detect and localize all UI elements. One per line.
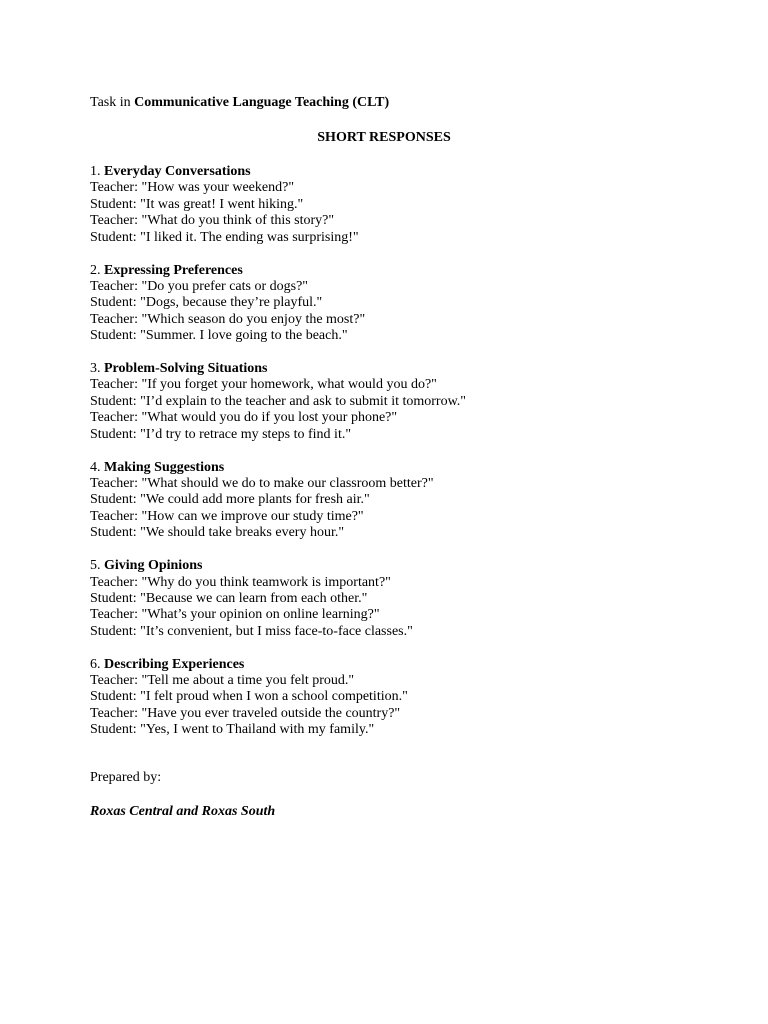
title-bold: Communicative Language Teaching (CLT) xyxy=(134,95,390,110)
dialogue-line: Teacher: "Why do you think teamwork is important?" xyxy=(90,574,391,590)
dialogue-line: Teacher: "How was your weekend?" xyxy=(90,180,295,196)
section-3 xyxy=(90,361,730,443)
section-number: 4. xyxy=(90,459,104,475)
dialogue-line: Teacher: "What should we do to make our classroom better?" xyxy=(90,476,434,491)
dialogue-line: Student: "Yes, I went to Thailand with my family." xyxy=(90,722,375,738)
dialogue-line: Student: "We should take breaks every hour." xyxy=(90,525,345,541)
dialogue-line: Student: "Dogs, because they’re playful." xyxy=(90,295,323,311)
section-4 xyxy=(90,460,730,542)
section-title-line xyxy=(90,558,730,574)
dialogue-line: Student: "We could add more plants for fresh air." xyxy=(90,492,370,508)
section-title-line xyxy=(90,460,730,476)
dialogue-line: Teacher: "Do you prefer cats or dogs?" xyxy=(90,278,309,294)
sections-list xyxy=(90,164,730,755)
dialogue-line: Student: "I felt proud when I won a school competition." xyxy=(90,689,408,705)
section-2 xyxy=(90,263,730,345)
section-title: Describing Experiences xyxy=(104,656,245,672)
title-prefix: Task in xyxy=(90,95,135,110)
school-name: Roxas Central and Roxas South xyxy=(90,804,276,819)
dialogue-line: Student: "Summer. I love going to the beach." xyxy=(90,328,348,344)
dialogue-line: Teacher: "How can we improve our study time?" xyxy=(90,508,364,524)
dialogue-line: Teacher: "What’s your opinion on online learning?" xyxy=(90,607,380,623)
section-number: 1. xyxy=(90,164,104,179)
section-1 xyxy=(90,164,730,246)
section-title: Everyday Conversations xyxy=(104,164,251,179)
section-title-line xyxy=(90,657,730,673)
dialogue-line: Teacher: "Tell me about a time you felt proud." xyxy=(90,673,355,689)
section-5 xyxy=(90,558,730,640)
dialogue-line: Teacher: "If you forget your homework, what would you do?" xyxy=(90,377,437,393)
section-heading: SHORT RESPONSES xyxy=(317,130,451,145)
dialogue-line: Student: "I’d explain to the teacher and ask to submit it tomorrow." xyxy=(90,393,466,409)
section-number: 5. xyxy=(90,558,104,574)
section-title: Expressing Preferences xyxy=(104,262,243,278)
dialogue-line: Teacher: "What would you do if you lost your phone?" xyxy=(90,410,398,426)
dialogue-line: Student: "Because we can learn from each other." xyxy=(90,590,368,606)
section-title-line xyxy=(90,164,730,180)
section-title: Making Suggestions xyxy=(104,459,225,475)
section-title: Problem-Solving Situations xyxy=(104,361,268,377)
dialogue-line: Student: "I’d try to retrace my steps to find it." xyxy=(90,426,352,442)
section-number: 2. xyxy=(90,262,104,278)
dialogue-line: Student: "It’s convenient, but I miss face-to-face classes." xyxy=(90,623,413,639)
section-number: 3. xyxy=(90,361,104,377)
dialogue-line: Teacher: "What do you think of this story?" xyxy=(90,213,335,229)
section-title-line xyxy=(90,361,730,377)
prepared-by-label: Prepared by: xyxy=(90,770,162,785)
dialogue-line: Student: "It was great! I went hiking." xyxy=(90,196,304,212)
dialogue-line: Teacher: "Have you ever traveled outside the country?" xyxy=(90,705,401,721)
section-6 xyxy=(90,657,730,739)
section-title: Giving Opinions xyxy=(104,558,203,574)
document-title xyxy=(90,94,389,111)
section-number: 6. xyxy=(90,656,104,672)
section-title-line xyxy=(90,263,730,279)
dialogue-line: Teacher: "Which season do you enjoy the most?" xyxy=(90,311,366,327)
dialogue-line: Student: "I liked it. The ending was surprising!" xyxy=(90,229,359,245)
